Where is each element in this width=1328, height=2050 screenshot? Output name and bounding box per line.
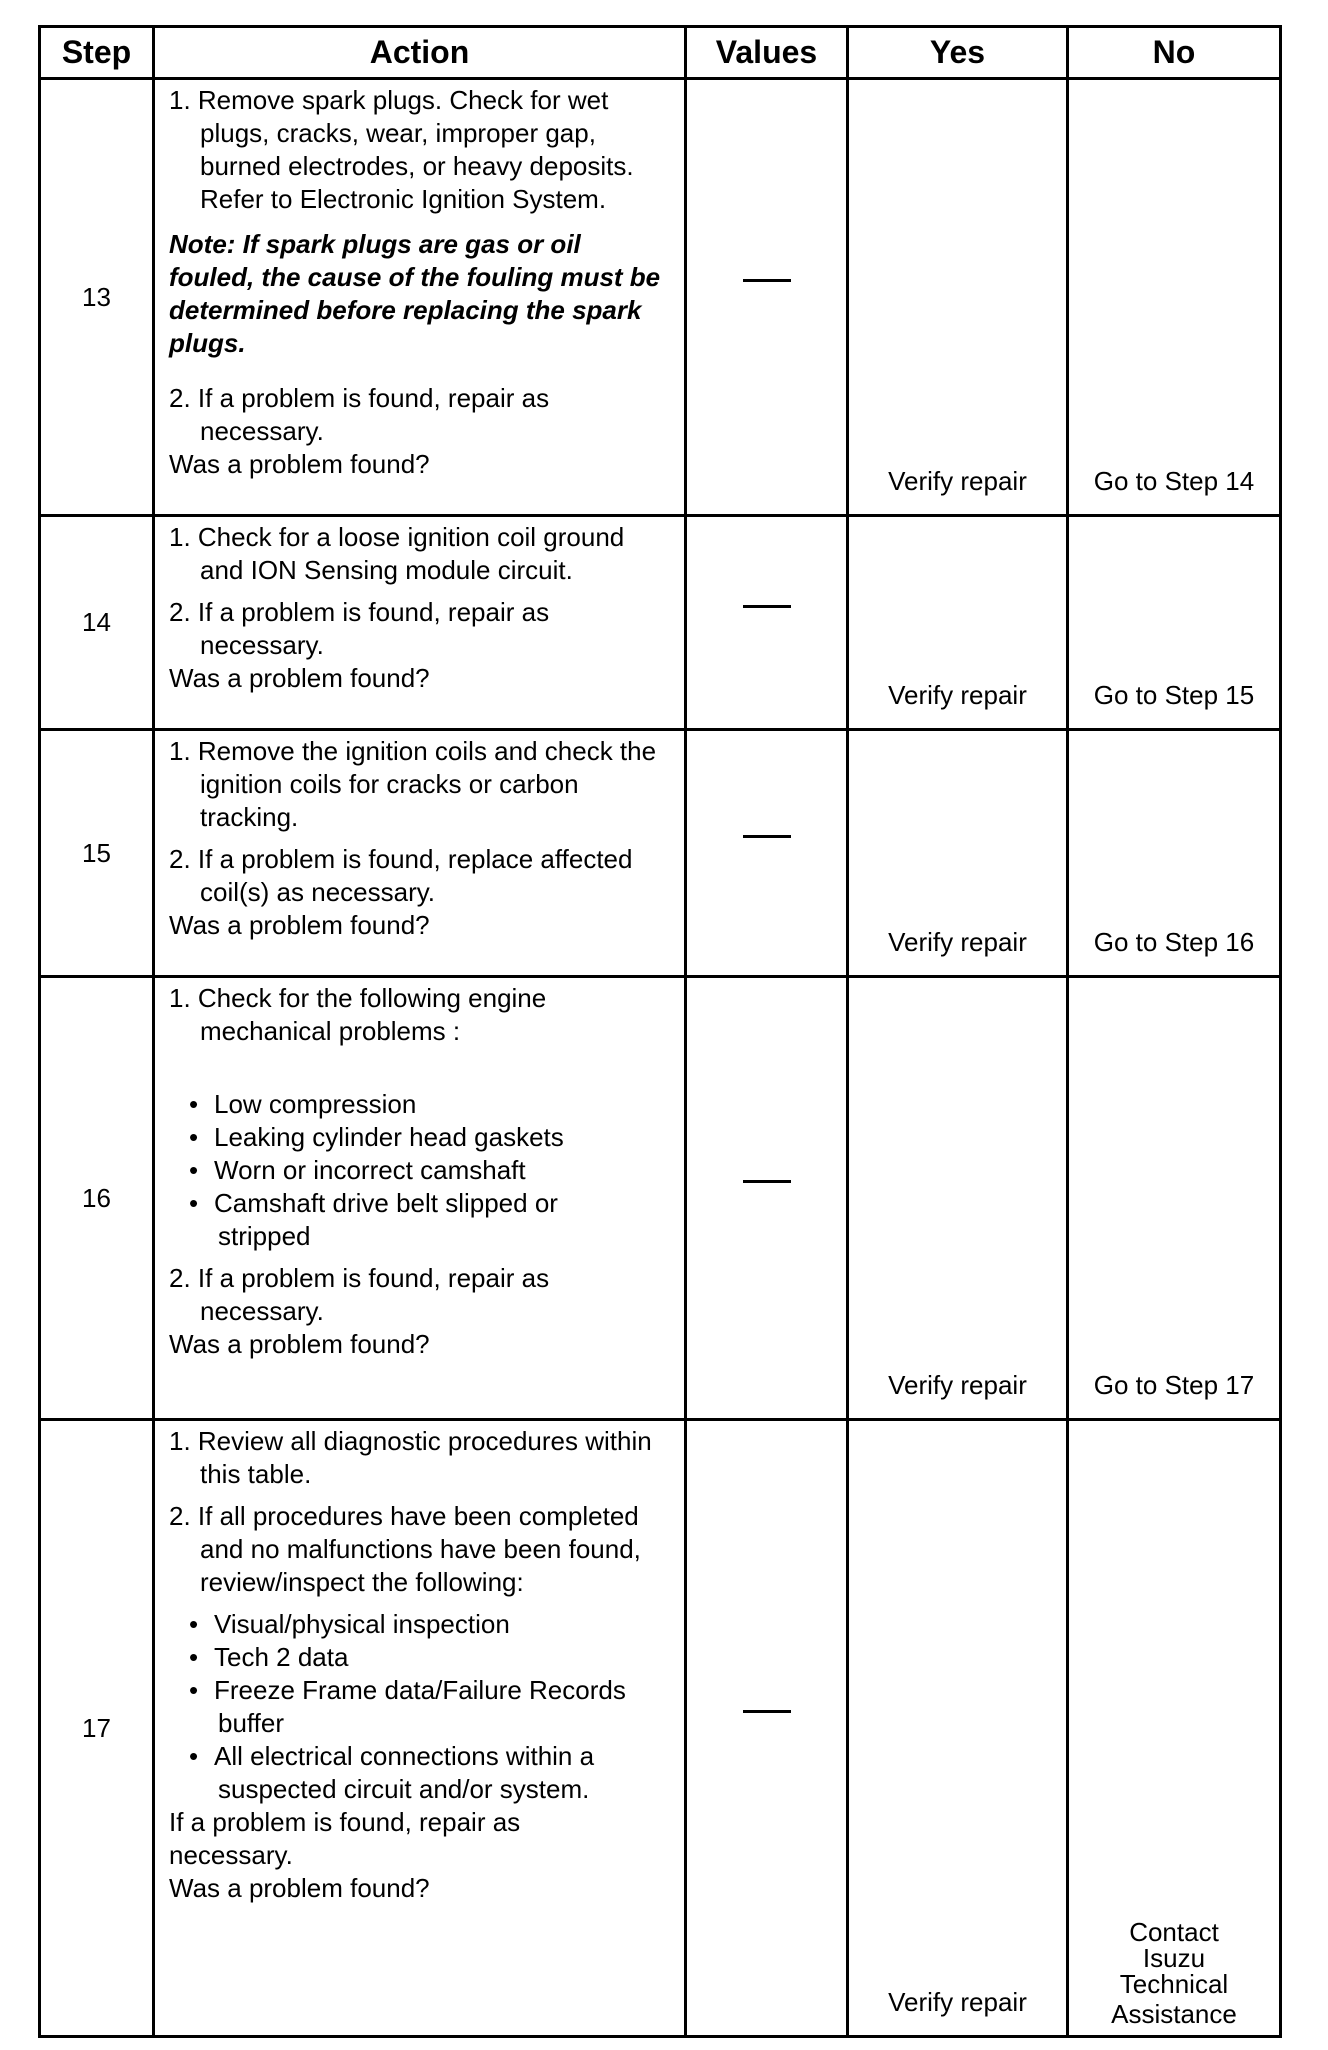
diagnostic-table [38, 25, 1282, 2038]
step-number: 13 [40, 79, 154, 516]
list-item [169, 1187, 670, 1253]
bullet-icon: • [189, 1122, 199, 1152]
list-item [169, 1641, 670, 1674]
value-dash [743, 1710, 791, 1746]
value-dash [743, 1180, 791, 1216]
action-item: 1. Check for the following engine mechanical problems : [169, 983, 547, 1046]
bullet-icon: • [189, 1675, 199, 1705]
no-cell-line: Isuzu [1142, 1943, 1206, 1973]
action-question: Was a problem found? [169, 910, 430, 940]
value-dash [743, 279, 791, 315]
step-number: 14 [40, 516, 154, 730]
step-number: 15 [40, 730, 154, 977]
yes-cell: Verify repair [848, 1420, 1068, 2037]
action-cell [154, 1420, 686, 2037]
list-item [169, 1121, 670, 1154]
bullet-text: Camshaft drive belt slipped or stripped [214, 1188, 558, 1251]
bullet-list [169, 1088, 670, 1253]
list-item [169, 1154, 670, 1187]
no-cell: Go to Step 17 [1068, 977, 1281, 1420]
table-row-step-14 [40, 516, 1281, 730]
no-cell: Go to Step 16 [1068, 730, 1281, 977]
header-no: No [1068, 27, 1281, 79]
bullet-icon: • [189, 1741, 199, 1771]
bullet-list [169, 1608, 670, 1806]
no-cell-line: Technical [1119, 1969, 1229, 1999]
bullet-icon: • [189, 1089, 199, 1119]
table-row-step-17 [40, 1420, 1281, 2037]
yes-cell: Verify repair [848, 516, 1068, 730]
action-item: 2. If all procedures have been completed and no malfunctions have been found, review/inspect the following: [169, 1501, 641, 1597]
action-item: 1. Review all diagnostic procedures within this table. [169, 1426, 652, 1489]
action-item: If a problem is found, repair as necessary. [169, 1807, 521, 1870]
bullet-text: Worn or incorrect camshaft [214, 1155, 526, 1185]
bullet-icon: • [189, 1155, 199, 1185]
list-item [169, 1740, 670, 1806]
values-cell [686, 1420, 848, 2037]
header-row [40, 27, 1281, 79]
table-row-step-13 [40, 79, 1281, 516]
values-cell [686, 79, 848, 516]
action-question: Was a problem found? [169, 663, 430, 693]
values-cell [686, 516, 848, 730]
action-item: 2. If a problem is found, repair as necessary. [169, 383, 550, 446]
action-question: Was a problem found? [169, 449, 430, 479]
action-item: 2. If a problem is found, replace affected coil(s) as necessary. [169, 844, 633, 907]
action-cell [154, 730, 686, 977]
no-cell-line: Contact [1129, 1917, 1219, 1947]
yes-cell: Verify repair [848, 730, 1068, 977]
action-question: Was a problem found? [169, 1329, 430, 1359]
values-cell [686, 730, 848, 977]
list-item [169, 1674, 670, 1740]
bullet-text: Leaking cylinder head gaskets [214, 1122, 564, 1152]
list-item [169, 1608, 670, 1641]
action-note: Note: If spark plugs are gas or oil fouled, the cause of the fouling must be determined before replacing the spark plugs. [169, 229, 661, 358]
values-cell [686, 977, 848, 1420]
list-item [169, 1088, 670, 1121]
bullet-text: Tech 2 data [214, 1642, 349, 1672]
action-item: 2. If a problem is found, repair as necessary. [169, 1263, 550, 1326]
value-dash [743, 605, 791, 641]
no-cell [1068, 1420, 1281, 2037]
step-number: 16 [40, 977, 154, 1420]
table-row-step-16 [40, 977, 1281, 1420]
bullet-text: Freeze Frame data/Failure Records buffer [214, 1675, 626, 1738]
action-cell [154, 79, 686, 516]
bullet-text: Visual/physical inspection [214, 1609, 510, 1639]
action-item: 1. Remove the ignition coils and check the ignition coils for cracks or carbon tracking. [169, 736, 657, 832]
bullet-text: Low compression [214, 1089, 417, 1119]
action-question: Was a problem found? [169, 1873, 430, 1903]
header-action: Action [154, 27, 686, 79]
bullet-icon: • [189, 1642, 199, 1672]
no-cell: Go to Step 14 [1068, 79, 1281, 516]
action-item: 2. If a problem is found, repair as necessary. [169, 597, 550, 660]
table-row-step-15 [40, 730, 1281, 977]
header-values: Values [686, 27, 848, 79]
step-number: 17 [40, 1420, 154, 2037]
action-cell [154, 516, 686, 730]
action-item: 1. Remove spark plugs. Check for wet plugs, cracks, wear, improper gap, burned electrodes, or heavy deposits. Refer to Electronic Ignition System. [169, 85, 634, 214]
bullet-icon: • [189, 1609, 199, 1639]
action-cell [154, 977, 686, 1420]
header-yes: Yes [848, 27, 1068, 79]
no-cell: Go to Step 15 [1068, 516, 1281, 730]
bullet-text: All electrical connections within a suspected circuit and/or system. [214, 1741, 595, 1804]
yes-cell: Verify repair [848, 79, 1068, 516]
bullet-icon: • [189, 1188, 199, 1218]
no-cell-line: Assistance [1111, 1999, 1237, 2029]
diagnostic-table-container [38, 25, 1282, 2038]
action-item: 1. Check for a loose ignition coil ground and ION Sensing module circuit. [169, 522, 625, 585]
yes-cell: Verify repair [848, 977, 1068, 1420]
header-step: Step [40, 27, 154, 79]
value-dash [743, 835, 791, 871]
